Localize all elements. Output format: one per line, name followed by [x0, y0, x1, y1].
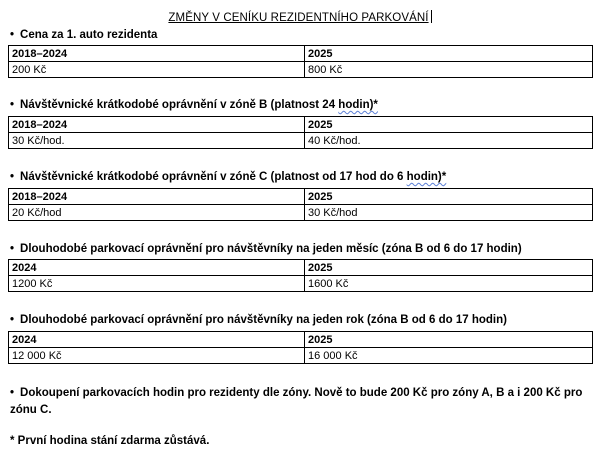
spellcheck-marked-text: hodin)* — [338, 99, 378, 111]
document-title — [0, 10, 600, 24]
price-table-visitor-zone-b — [8, 116, 593, 149]
resident-hours-paragraph — [10, 385, 595, 419]
table-header-cell: 2025 — [305, 117, 593, 133]
table-header-cell: 2018–2024 — [9, 189, 305, 205]
table-cell: 12 000 Kč — [9, 348, 305, 364]
section-heading-visitor-zone-c — [10, 171, 446, 183]
table-header-cell: 2018–2024 — [9, 117, 305, 133]
table-header-cell: 2025 — [305, 46, 593, 62]
section-heading-yearly-permit — [10, 314, 507, 326]
table-cell: 40 Kč/hod. — [305, 133, 593, 149]
table-header-row — [9, 260, 593, 276]
table-row — [9, 205, 593, 221]
table-header-cell: 2025 — [305, 260, 593, 276]
table-cell: 16 000 Kč — [305, 348, 593, 364]
table-cell: 1200 Kč — [9, 276, 305, 292]
bullet-icon: • — [10, 387, 15, 399]
price-table-visitor-zone-c — [8, 188, 593, 221]
table-header-cell: 2024 — [9, 260, 305, 276]
table-header-row — [9, 117, 593, 133]
bullet-icon: • — [10, 314, 15, 326]
table-header-row — [9, 46, 593, 62]
section-heading-text: Dlouhodobé parkovací oprávnění pro návštěvníky na jeden rok (zóna B od 6 do 17 hodin) — [20, 314, 507, 326]
table-cell: 200 Kč — [9, 62, 305, 78]
table-row — [9, 133, 593, 149]
table-row — [9, 276, 593, 292]
table-row — [9, 348, 593, 364]
section-heading-visitor-zone-b — [10, 99, 378, 111]
footnote-text: * První hodina stání zdarma zůstává. — [10, 435, 210, 447]
bullet-icon: • — [10, 29, 15, 41]
section-heading-text: Návštěvnické krátkodobé oprávnění v zóně C (platnost od 17 hod do 6 — [20, 171, 407, 183]
table-header-row — [9, 332, 593, 348]
table-cell: 30 Kč/hod — [305, 205, 593, 221]
footnote — [10, 433, 595, 450]
table-header-row — [9, 189, 593, 205]
document-title-text: ZMĚNY V CENÍKU REZIDENTNÍHO PARKOVÁNÍ — [168, 12, 429, 24]
table-header-cell: 2018–2024 — [9, 46, 305, 62]
bullet-icon: • — [10, 99, 15, 111]
section-heading-monthly-permit — [10, 243, 522, 255]
table-header-cell: 2025 — [305, 332, 593, 348]
table-cell: 1600 Kč — [305, 276, 593, 292]
table-header-cell: 2025 — [305, 189, 593, 205]
price-table-resident-car — [8, 45, 593, 78]
spellcheck-marked-text: hodin)* — [406, 171, 447, 183]
section-heading-text: Cena za 1. auto rezidenta — [20, 29, 158, 41]
section-heading-text: Dlouhodobé parkovací oprávnění pro návštěvníky na jeden měsíc (zóna B od 6 do 17 hodin) — [20, 243, 522, 255]
price-table-yearly-permit — [8, 331, 593, 364]
table-cell: 800 Kč — [305, 62, 593, 78]
bullet-icon: • — [10, 171, 15, 183]
table-header-cell: 2024 — [9, 332, 305, 348]
section-heading-text: Návštěvnické krátkodobé oprávnění v zóně B (platnost 24 — [20, 99, 339, 111]
section-heading-resident-car — [10, 29, 157, 41]
table-cell: 30 Kč/hod. — [9, 133, 305, 149]
price-table-monthly-permit — [8, 259, 593, 292]
text-cursor — [431, 10, 432, 23]
table-row — [9, 62, 593, 78]
bullet-icon: • — [10, 243, 15, 255]
resident-hours-text: Dokoupení parkovacích hodin pro rezidenty dle zóny. Nově to bude 200 Kč pro zóny A, B a i 200 Kč pro zónu C. — [10, 387, 583, 416]
table-cell: 20 Kč/hod — [9, 205, 305, 221]
